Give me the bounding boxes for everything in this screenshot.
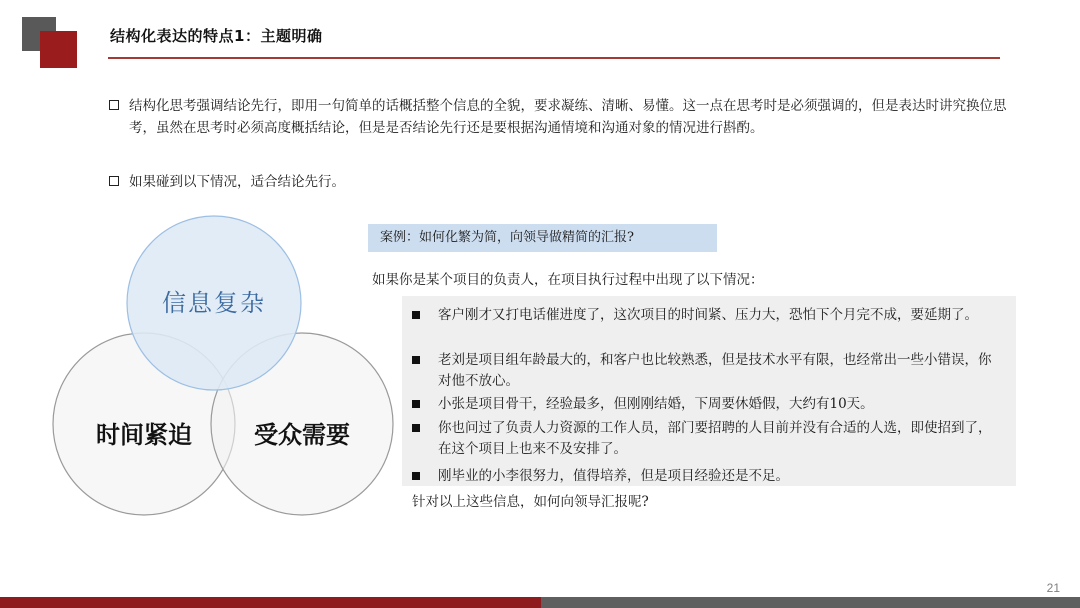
hollow-square-bullet-icon — [109, 176, 119, 186]
venn-diagram — [40, 210, 400, 530]
bullet-item-2 — [109, 171, 1009, 193]
venn-label-left: 时间紧迫 — [96, 420, 192, 449]
slide-title: 结构化表达的特点1：主题明确 — [110, 27, 323, 45]
title-divider — [108, 57, 1000, 59]
page-number: 21 — [1046, 581, 1060, 595]
filled-square-bullet-icon — [412, 356, 420, 364]
bullet-text: 如果碰到以下情况，适合结论先行。 — [129, 174, 345, 190]
hollow-square-bullet-icon — [109, 100, 119, 110]
case-intro: 如果你是某个项目的负责人，在项目执行过程中出现了以下情况： — [372, 272, 764, 288]
filled-square-bullet-icon — [412, 311, 420, 319]
footer-bar-gray — [541, 597, 1080, 608]
closing-question: 针对以上这些信息，如何向领导汇报呢? — [412, 494, 649, 510]
situation-item: 老刘是项目组年龄最大的，和客户也比较熟悉，但是技术水平有限，也经常出一些小错误，你对他不放心。 — [412, 350, 997, 392]
situation-item: 小张是项目骨干，经验最多，但刚刚结婚，下周要休婚假，大约有10天。 — [412, 394, 997, 415]
bullet-item-1 — [109, 95, 1009, 139]
footer-bar-red — [0, 597, 541, 608]
venn-label-right: 受众需要 — [254, 420, 350, 449]
bullet-text: 结构化思考强调结论先行，即用一句简单的话概括整个信息的全貌，要求凝练、清晰、易懂。这一点在思考时是必须强调的，但是表达时讲究换位思考，虽然在思考时必须高度概括结论，但是是否结论先行还是要根据沟通情境和沟通对象的情况进行斟酌。 — [129, 98, 1007, 136]
venn-label-top: 信息复杂 — [162, 289, 266, 317]
filled-square-bullet-icon — [412, 400, 420, 408]
situation-item: 刚毕业的小李很努力，值得培养，但是项目经验还是不足。 — [412, 466, 997, 487]
situation-item: 你也问过了负责人力资源的工作人员，部门要招聘的人目前并没有合适的人选，即使招到了，在这个项目上也来不及安排了。 — [412, 418, 997, 460]
logo-red-square — [40, 31, 77, 68]
case-label-box: 案例：如何化繁为简，向领导做精简的汇报? — [368, 224, 717, 252]
situation-item: 客户刚才又打电话催进度了，这次项目的时间紧、压力大，恐怕下个月完不成，要延期了。 — [412, 305, 997, 326]
filled-square-bullet-icon — [412, 424, 420, 432]
filled-square-bullet-icon — [412, 472, 420, 480]
